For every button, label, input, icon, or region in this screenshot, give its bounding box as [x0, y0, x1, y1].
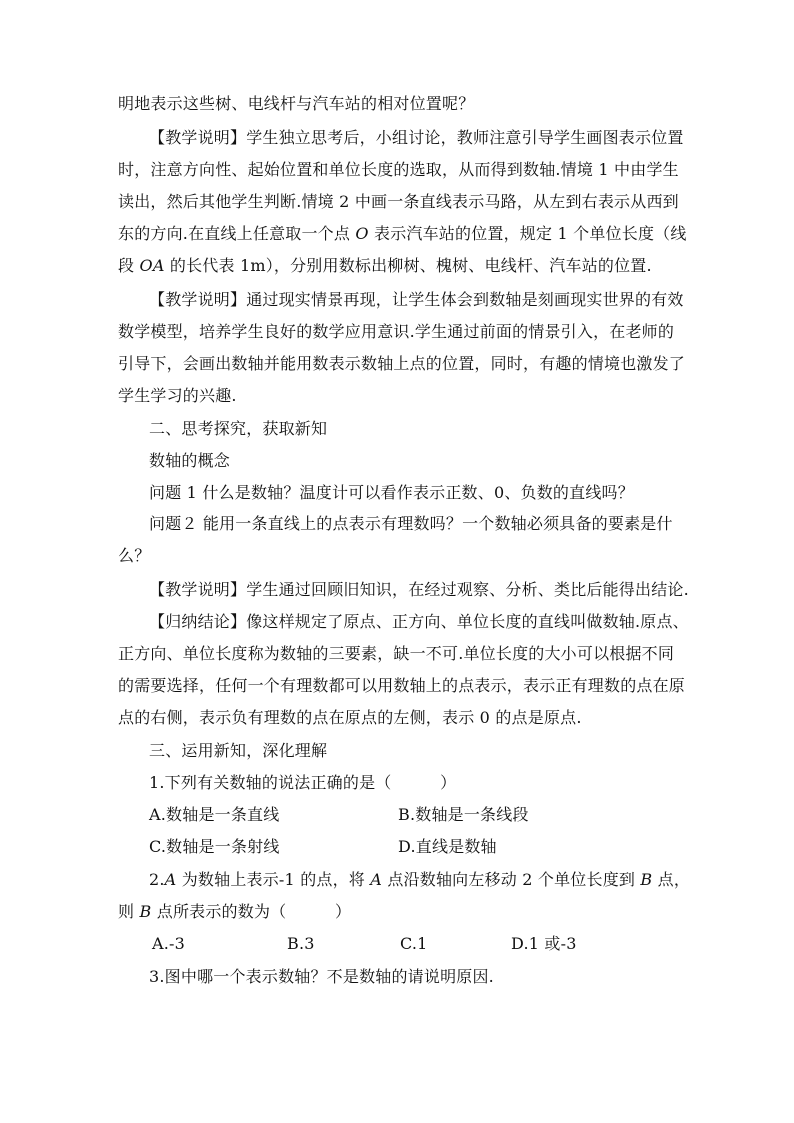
question-line: 问题 1 什么是数轴？温度计可以看作表示正数、0、负数的直线吗？ — [149, 483, 634, 502]
paragraph-line: 东的方向.在直线上任意取一个点 O 表示汽车站的位置，规定 1 个单位长度（线 — [118, 224, 687, 243]
paragraph-line: 么？ — [118, 546, 151, 565]
choice-option-b: B.3 — [287, 934, 315, 953]
paragraph-line: 引导下，会画出数轴并能用数表示数轴上点的位置，同时，有趣的情境也激发了 — [118, 354, 686, 373]
paragraph-line: 段 OA 的长代表 1m），分别用数标出柳树、槐树、电线杆、汽车站的位置. — [118, 256, 652, 275]
choice-option-c: C.数轴是一条射线 — [149, 837, 280, 856]
choice-option-d: D.直线是数轴 — [398, 837, 497, 856]
exercise-question: 2.A 为数轴上表示-1 的点，将 A 点沿数轴向左移动 2 个单位长度到 B 点， — [149, 870, 691, 889]
teaching-note-line: 【教学说明】通过现实情景再现，让学生体会到数轴是刻画现实世界的有效 — [149, 290, 684, 309]
paragraph-line: 明地表示这些树、电线杆与汽车站的相对位置呢？ — [118, 94, 475, 113]
exercise-question: 1.下列有关数轴的说法正确的是（ ） — [149, 773, 457, 792]
paragraph-line: 读出，然后其他学生判断.情境 2 中画一条直线表示马路，从左到右表示从西到 — [118, 192, 679, 211]
exercise-question-continued: 则 B 点所表示的数为（ ） — [118, 902, 352, 921]
teaching-note-line: 【教学说明】学生独立思考后，小组讨论，教师注意引导学生画图表示位置 — [149, 128, 684, 147]
paragraph-line: 正方向、单位长度称为数轴的三要素，缺一不可.单位长度的大小可以根据不同 — [118, 644, 675, 663]
paragraph-line: 学生学习的兴趣. — [118, 386, 237, 405]
choice-option-c: C.1 — [400, 934, 428, 953]
choice-option-b: B.数轴是一条线段 — [398, 805, 529, 824]
section-heading: 三、运用新知，深化理解 — [149, 741, 328, 760]
choice-option-a: A.数轴是一条直线 — [149, 805, 280, 824]
conclusion-line: 【归纳结论】像这样规定了原点、正方向、单位长度的直线叫做数轴.原点、 — [149, 612, 689, 631]
exercise-question: 3.图中哪一个表示数轴？不是数轴的请说明原因. — [149, 967, 494, 986]
subsection-heading: 数轴的概念 — [149, 451, 231, 470]
section-heading: 二、思考探究，获取新知 — [149, 419, 328, 438]
segment-oa-label: OA — [139, 256, 165, 275]
paragraph-line: 时，注意方向性、起始位置和单位长度的选取，从而得到数轴.情境 1 中由学生 — [118, 160, 679, 179]
teaching-note-line: 【教学说明】学生通过回顾旧知识，在经过观察、分析、类比后能得出结论. — [149, 580, 689, 599]
point-o-label: O — [355, 224, 369, 243]
paragraph-line: 点的右侧，表示负有理数的点在原点的左侧，表示 0 的点是原点. — [118, 708, 582, 727]
choice-option-a: A.-3 — [152, 934, 186, 953]
paragraph-line: 的需要选择，任何一个有理数都可以用数轴上的点表示，表示正有理数的点在原 — [118, 676, 686, 695]
paragraph-line: 数学模型，培养学生良好的数学应用意识.学生通过前面的情景引入，在老师的 — [118, 322, 675, 341]
choice-option-d: D.1 或-3 — [511, 934, 577, 953]
question-line: 问题２ 能用一条直线上的点表示有理数吗？一个数轴必须具备的要素是什 — [149, 514, 673, 533]
